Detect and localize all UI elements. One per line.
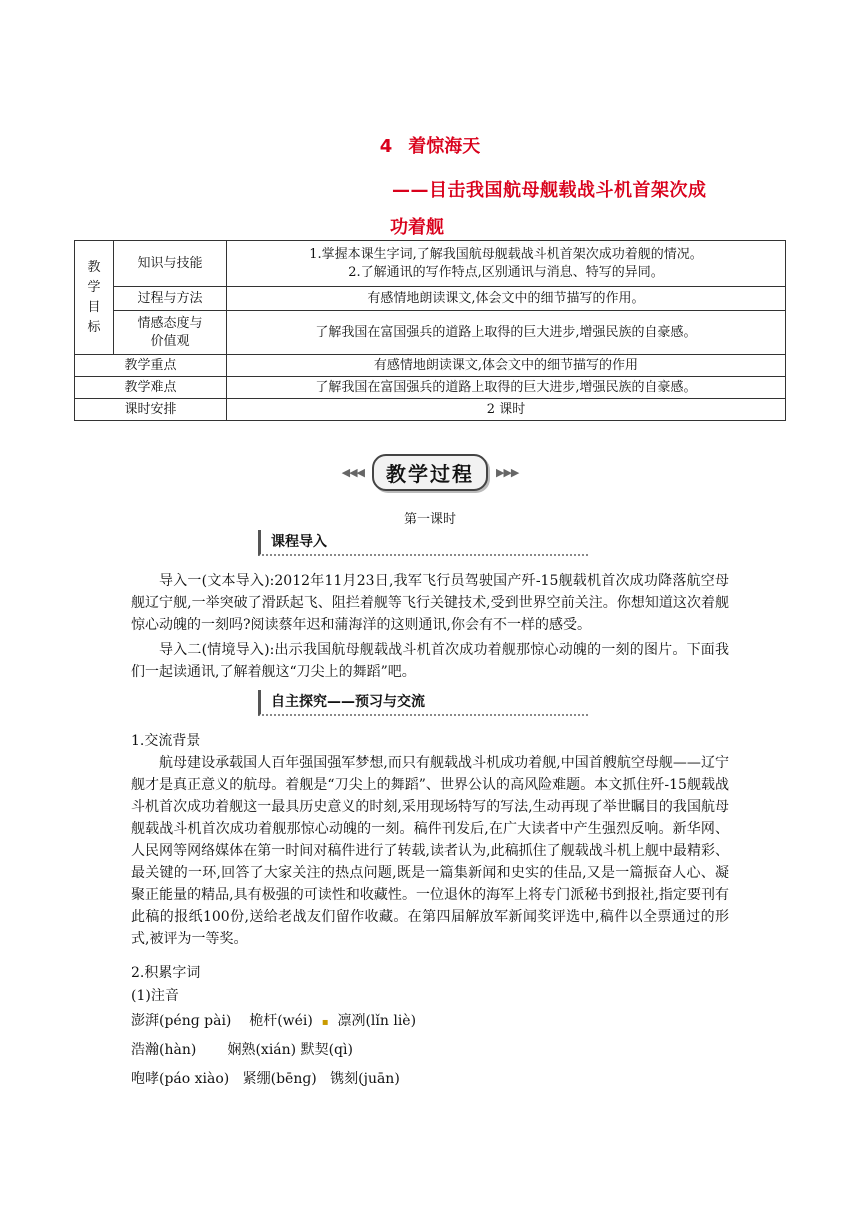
row-content-knowledge: 1.掌握本课生字词,了解我国航母舰载战斗机首架次成功着舰的情况。 2.了解通讯的写作特点,区别通讯与消息、特写的异同。	[227, 241, 786, 287]
pinyin-row-1: 澎湃(pénɡ pài) 桅杆(wéi) ▪ 凛冽(lǐn liè)	[131, 1013, 417, 1029]
row-content-process: 有感情地朗读课文,体会文中的细节描写的作用。	[227, 287, 786, 311]
lesson-title	[0, 132, 860, 158]
teaching-objectives-table	[74, 240, 786, 421]
row-content-attitude: 了解我国在富国强兵的道路上取得的巨大进步,增强民族的自豪感。	[227, 311, 786, 355]
objectives-group-label: 教 学 目 标	[75, 241, 114, 355]
lesson-title-text: 着惊海天	[408, 136, 481, 157]
lesson-period-label: 第一课时	[403, 512, 456, 527]
intro-paragraph-1: 导入一(文本导入):2012年11月23日,我军飞行员驾驶国产歼-15舰载机首次成功降落航空母舰辽宁舰,一举突破了滑跃起飞、阻拦着舰等飞行关键技术,受到世界空前关注。你想知道这次着舰惊心动魄的一刻吗?阅读蔡年迟和蒲海洋的这则通讯,你会有不一样的感受。	[131, 573, 729, 633]
row-label-schedule: 课时安排	[75, 399, 227, 421]
row-label-difficulty: 教学难点	[75, 377, 227, 399]
subheading-pinyin: (1)注音	[131, 988, 179, 1004]
row-label-process: 过程与方法	[114, 287, 227, 311]
intro-paragraph-2: 导入二(情境导入):出示我国航母舰载战斗机首次成功着舰那惊心动魄的一刻的图片。下面我们一起读通讯,了解着舰这“刀尖上的舞蹈”吧。	[131, 642, 729, 680]
subtitle-line-2: 功着舰	[390, 217, 444, 238]
teaching-process-header	[0, 456, 860, 488]
row-label-knowledge: 知识与技能	[114, 241, 227, 287]
row-label-focus: 教学重点	[75, 355, 227, 377]
subheading-background: 1.交流背景	[131, 733, 201, 749]
lesson-number: 4	[379, 136, 393, 157]
subtitle-line-1: ——目击我国航母舰载战斗机首架次成	[392, 180, 707, 201]
row-content-schedule: 2 课时	[227, 399, 786, 421]
section-banner-intro: 课程导入	[258, 530, 588, 556]
row-content-difficulty: 了解我国在富国强兵的道路上取得的巨大进步,增强民族的自豪感。	[227, 377, 786, 399]
background-paragraph: 航母建设承载国人百年强国强军梦想,而只有舰载战斗机成功着舰,中国首艘航空母舰——辽宁舰才是真正意义的航母。着舰是“刀尖上的舞蹈”、世界公认的高风险难题。本文抓住歼-15舰载战斗机首次成功着舰这一最具历史意义的时刻,采用现场特写的写法,生动再现了举世瞩目的我国航母舰载战斗机首次成功着舰那惊心动魄的一刻。稿件刊发后,在广大读者中产生强烈反响。新华网、人民网等网络媒体在第一时间对稿件进行了转载,读者认为,此稿抓住了舰载战斗机上舰中最精彩、最关键的一环,回答了大家关注的热点问题,既是一篇集新闻和史实的佳品,又是一篇振奋人心、凝聚正能量的精品,具有极强的可读性和收藏性。一位退休的海军上将专门派秘书到报社,指定要刊有此稿的报纸100份,送给老战友们留作收藏。在第四届解放军新闻奖评选中,稿件以全票通过的形式,被评为一等奖。	[131, 755, 729, 947]
section-banner-self-study: 自主探究——预习与交流	[258, 690, 588, 716]
pinyin-row-2: 浩瀚(hàn) 娴熟(xián) 默契(qì)	[131, 1042, 353, 1058]
right-arrows-icon: ▶▶▶	[496, 465, 519, 479]
dot-mark-icon: ▪	[321, 1017, 329, 1028]
teaching-process-badge: 教学过程	[372, 454, 488, 491]
left-arrows-icon: ◀◀◀	[341, 465, 364, 479]
subheading-vocabulary: 2.积累字词	[131, 965, 201, 981]
row-content-focus: 有感情地朗读课文,体会文中的细节描写的作用	[227, 355, 786, 377]
pinyin-row-3: 咆哮(páo xiào) 紧绷(bēnɡ) 镌刻(juān)	[131, 1071, 400, 1087]
row-label-attitude: 情感态度与 价值观	[114, 311, 227, 355]
